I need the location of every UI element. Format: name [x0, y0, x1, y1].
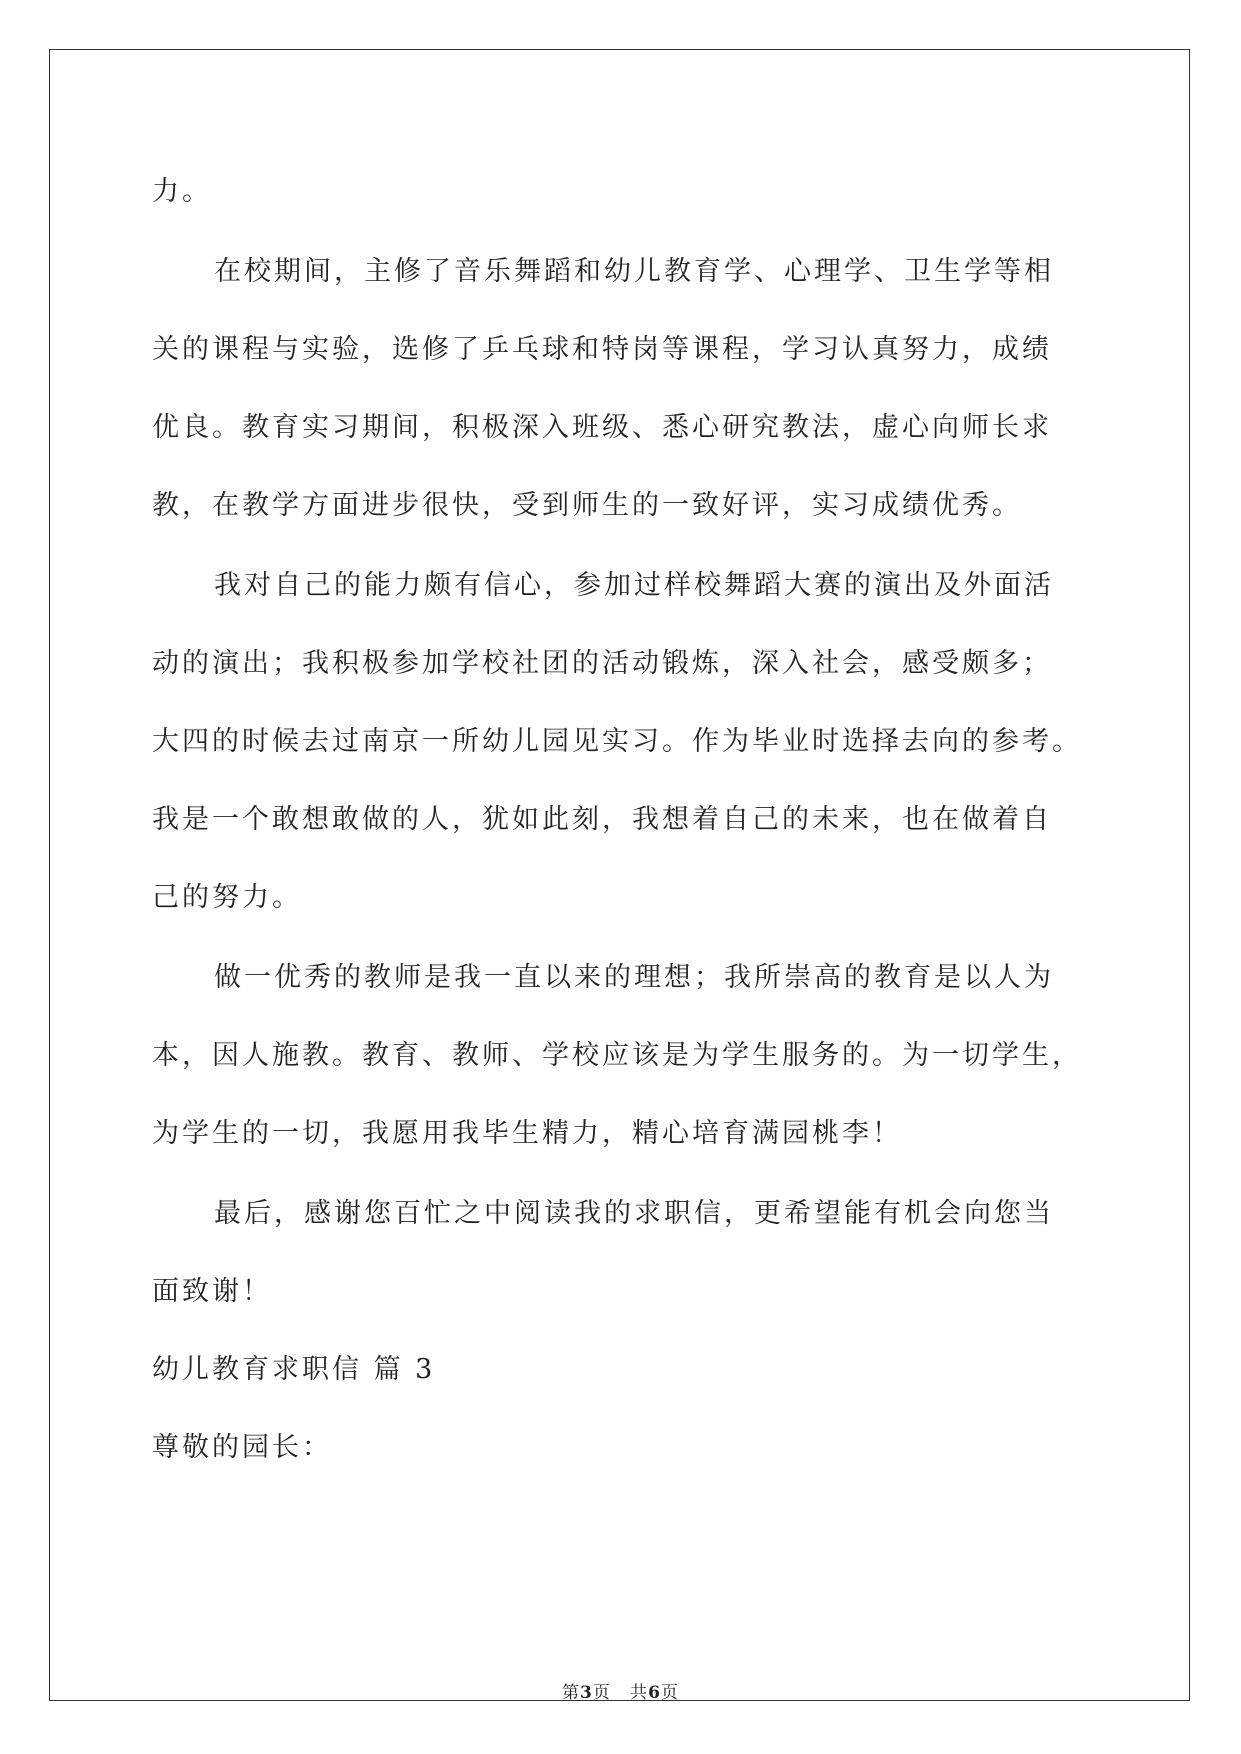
text-line: 面致谢！ — [152, 1276, 272, 1307]
footer-mid: 页 共 — [592, 1683, 649, 1703]
text-line: 力。 — [152, 176, 212, 207]
text-line: 优良。教育实习期间，积极深入班级、悉心研究教法，虚心向师长求 — [152, 412, 1052, 443]
page-footer — [0, 1678, 1241, 1703]
paragraph-first-line: 我对自己的能力颇有信心，参加过样校舞蹈大赛的演出及外面活 — [214, 570, 1054, 601]
text-line: 为学生的一切，我愿用我毕生精力，精心培育满园桃李！ — [152, 1118, 902, 1149]
text-line: 大四的时候去过南京一所幼儿园见实习。作为毕业时选择去向的参考。 — [152, 726, 1082, 757]
text-line: 己的努力。 — [152, 882, 302, 913]
text-line: 我是一个敢想敢做的人，犹如此刻，我想着自己的未来，也在做着自 — [152, 804, 1052, 835]
footer-prefix: 第 — [562, 1683, 581, 1703]
text-line: 关的课程与实验，选修了乒乓球和特岗等课程，学习认真努力，成绩 — [152, 334, 1052, 365]
footer-suffix: 页 — [660, 1683, 679, 1703]
total-page-number: 6 — [648, 1683, 661, 1703]
paragraph-first-line: 在校期间，主修了音乐舞蹈和幼儿教育学、心理学、卫生学等相 — [214, 256, 1054, 287]
text-line: 本，因人施教。教育、教师、学校应该是为学生服务的。为一切学生， — [152, 1040, 1082, 1071]
text-line: 动的演出；我积极参加学校社团的活动锻炼，深入社会，感受颇多； — [152, 648, 1052, 679]
salutation: 尊敬的园长： — [152, 1432, 332, 1463]
section-heading: 幼儿教育求职信 篇 3 — [152, 1354, 436, 1385]
text-line: 教，在教学方面进步很快，受到师生的一致好评，实习成绩优秀。 — [152, 490, 1022, 521]
paragraph-first-line: 最后，感谢您百忙之中阅读我的求职信，更希望能有机会向您当 — [214, 1198, 1054, 1229]
current-page-number: 3 — [580, 1683, 593, 1703]
paragraph-first-line: 做一优秀的教师是我一直以来的理想；我所崇高的教育是以人为 — [214, 962, 1054, 993]
